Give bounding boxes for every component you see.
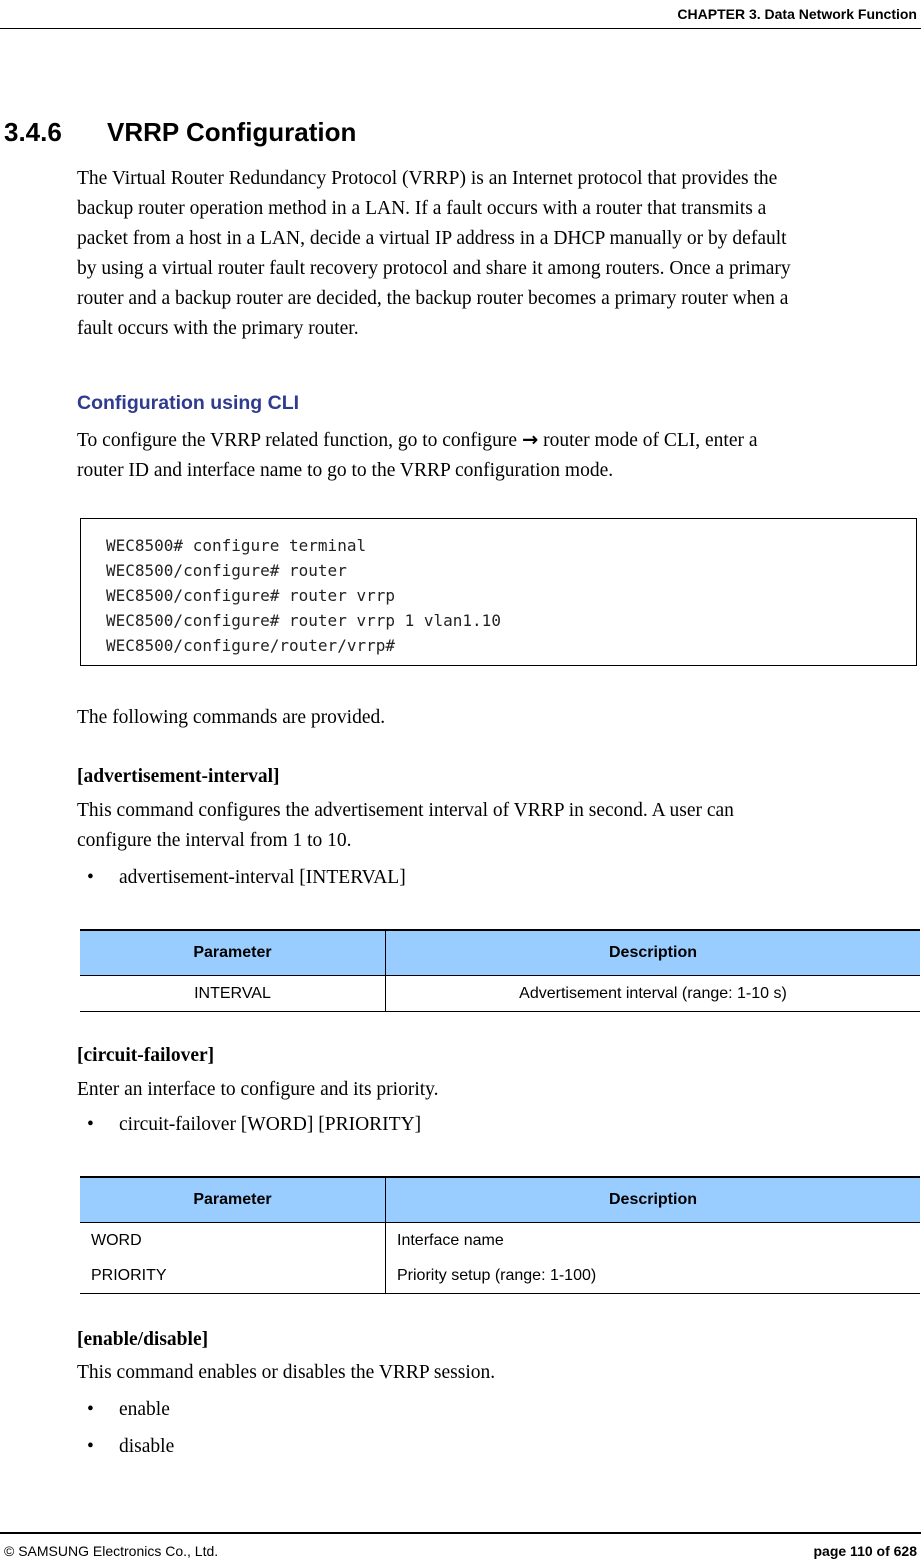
bullet-item: • circuit-failover [WORD] [PRIORITY] bbox=[87, 1114, 422, 1135]
arrow-icon: → bbox=[521, 428, 539, 451]
table-cell: Advertisement interval (range: 1-10 s) bbox=[386, 976, 921, 1012]
command-description: This command enables or disables the VRRP session. bbox=[77, 1362, 496, 1383]
code-line: WEC8500/configure# router bbox=[106, 561, 347, 580]
table-header-row bbox=[80, 930, 920, 976]
intro-paragraph bbox=[77, 164, 917, 344]
intro-line: fault occurs with the primary router. bbox=[77, 318, 359, 339]
cli-desc-line: router ID and interface name to go to the VRRP configuration mode. bbox=[77, 460, 614, 481]
cli-desc-line: To configure the VRRP related function, go to configure → router mode of CLI, enter a bbox=[77, 428, 758, 451]
intro-line: backup router operation method in a LAN. If a fault occurs with a router that transmits a bbox=[77, 198, 767, 219]
page-footer bbox=[0, 1532, 921, 1567]
intro-line: packet from a host in a LAN, decide a virtual IP address in a DHCP manually or by default bbox=[77, 228, 787, 249]
bullet-item: • enable bbox=[87, 1399, 170, 1420]
table-cell: INTERVAL bbox=[80, 976, 386, 1012]
code-line: WEC8500# configure terminal bbox=[106, 536, 367, 555]
table-row bbox=[80, 1258, 920, 1294]
table-header-cell: Parameter bbox=[80, 930, 386, 976]
section-heading bbox=[4, 117, 356, 148]
table-row bbox=[80, 976, 920, 1012]
table-header-cell: Description bbox=[386, 1177, 921, 1223]
code-block bbox=[80, 518, 917, 666]
chapter-title: CHAPTER 3. Data Network Function bbox=[677, 6, 917, 22]
section-number: 3.4.6 bbox=[4, 117, 62, 147]
table-header-cell: Parameter bbox=[80, 1177, 386, 1223]
table-cell: WORD bbox=[80, 1223, 386, 1259]
parameter-table bbox=[80, 929, 920, 1012]
command-name: [advertisement-interval] bbox=[77, 766, 280, 787]
bullet-icon: • bbox=[87, 1436, 94, 1457]
code-line: WEC8500/configure# router vrrp bbox=[106, 586, 395, 605]
section-title: VRRP Configuration bbox=[107, 117, 357, 147]
table-cell: Priority setup (range: 1-100) bbox=[386, 1258, 921, 1294]
intro-line: router and a backup router are decided, the backup router becomes a primary router when a bbox=[77, 288, 789, 309]
table-cell: PRIORITY bbox=[80, 1258, 386, 1294]
command-name: [circuit-failover] bbox=[77, 1045, 215, 1066]
intro-line: The Virtual Router Redundancy Protocol (VRRP) is an Internet protocol that provides the bbox=[77, 168, 778, 189]
code-line: WEC8500/configure# router vrrp 1 vlan1.10 bbox=[106, 611, 501, 630]
table-header-row bbox=[80, 1177, 920, 1223]
page-header bbox=[0, 0, 921, 29]
table-header-cell: Description bbox=[386, 930, 921, 976]
command-description: This command configures the advertisement interval of VRRP in second. A user can configure the interval from 1 to 10. bbox=[77, 800, 734, 851]
cli-description bbox=[77, 425, 917, 486]
page-number: page 110 of 628 bbox=[813, 1543, 917, 1559]
bullet-icon: • bbox=[87, 1114, 94, 1135]
parameter-table bbox=[80, 1176, 920, 1294]
command-name: [enable/disable] bbox=[77, 1329, 209, 1350]
copyright: © SAMSUNG Electronics Co., Ltd. bbox=[4, 1543, 219, 1559]
table-row bbox=[80, 1223, 920, 1259]
command-description: Enter an interface to configure and its priority. bbox=[77, 1079, 439, 1100]
table-cell: Interface name bbox=[397, 1231, 504, 1249]
intro-line: by using a virtual router fault recovery protocol and share it among routers. Once a primary bbox=[77, 258, 791, 279]
cli-heading: Configuration using CLI bbox=[77, 392, 300, 414]
bullet-icon: • bbox=[87, 867, 94, 888]
following-text: The following commands are provided. bbox=[77, 707, 386, 728]
code-line: WEC8500/configure/router/vrrp# bbox=[106, 636, 395, 655]
bullet-item: • advertisement-interval [INTERVAL] bbox=[87, 867, 406, 888]
bullet-icon: • bbox=[87, 1399, 94, 1420]
bullet-item: • disable bbox=[87, 1436, 175, 1457]
